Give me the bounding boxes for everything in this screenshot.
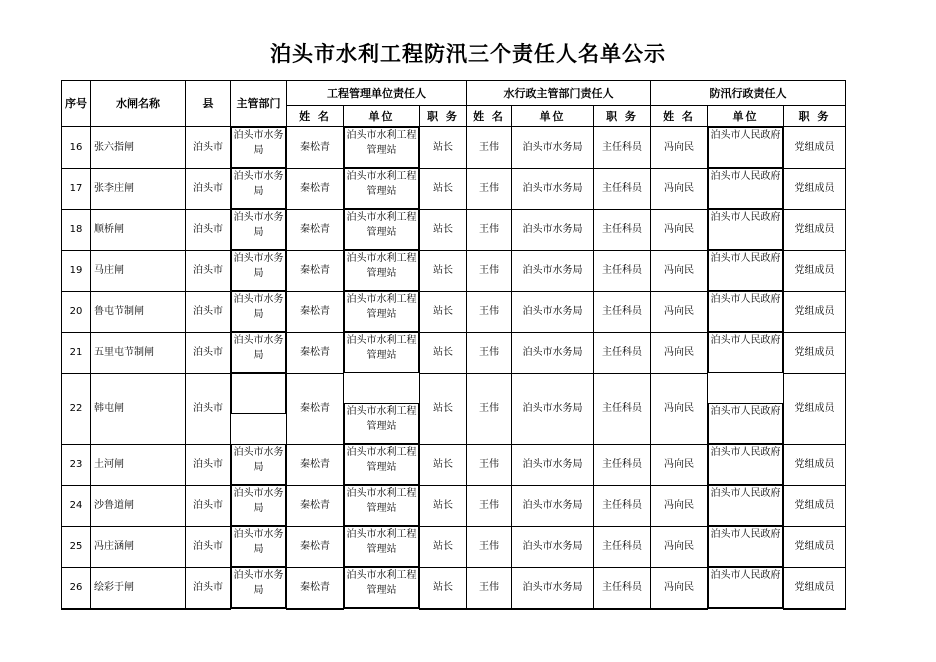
cell-engineering-name: 秦松青 — [287, 127, 344, 169]
cell-engineering-duty: 站长 — [420, 567, 467, 609]
cell-flood-admin-duty: 党组成员 — [784, 168, 846, 209]
cell-flood-admin-name: 冯向民 — [651, 250, 708, 291]
cell-water-admin-duty: 主任科员 — [594, 526, 651, 567]
cell-seq: 22 — [62, 373, 91, 444]
cell-flood-admin-unit: 泊头市人民政府 — [708, 444, 783, 485]
cell-water-admin-name: 王伟 — [467, 332, 512, 373]
cell-dept: 泊头市水务局 — [231, 526, 286, 567]
header-group-flood-admin: 防汛行政责任人 — [651, 81, 846, 106]
cell-engineering-unit: 泊头市水利工程管理站 — [344, 168, 419, 209]
cell-seq: 17 — [62, 168, 91, 209]
table-row — [62, 444, 846, 485]
cell-gate-name: 五里屯节制闸 — [91, 332, 186, 373]
header-gate-name: 水闸名称 — [91, 81, 186, 127]
cell-flood-admin-unit: 泊头市人民政府 — [708, 403, 783, 444]
cell-engineering-duty: 站长 — [420, 444, 467, 485]
cell-water-admin-duty: 主任科员 — [594, 332, 651, 373]
cell-engineering-name: 秦松青 — [287, 485, 344, 526]
cell-water-admin-duty: 主任科员 — [594, 444, 651, 485]
cell-county: 泊头市 — [186, 444, 231, 485]
header-name: 姓 名 — [287, 106, 344, 127]
cell-water-admin-unit: 泊头市水务局 — [512, 526, 594, 567]
table-body — [62, 127, 846, 610]
cell-water-admin-name: 王伟 — [467, 168, 512, 209]
cell-flood-admin-unit: 泊头市人民政府 — [708, 567, 783, 609]
header-county: 县 — [186, 81, 231, 127]
header-duty: 职 务 — [594, 106, 651, 127]
header-unit: 单位 — [344, 106, 420, 127]
cell-water-admin-unit: 泊头市水务局 — [512, 444, 594, 485]
cell-flood-admin-unit: 泊头市人民政府 — [708, 332, 783, 373]
cell-seq: 19 — [62, 250, 91, 291]
cell-engineering-unit: 泊头市水利工程管理站 — [344, 444, 419, 485]
cell-engineering-name: 秦松青 — [287, 168, 344, 209]
cell-water-admin-duty: 主任科员 — [594, 209, 651, 250]
cell-dept: 泊头市水务局 — [231, 127, 286, 168]
cell-engineering-name: 秦松青 — [287, 526, 344, 567]
cell-flood-admin-unit: 泊头市人民政府 — [708, 485, 783, 526]
cell-gate-name: 顺桥闸 — [91, 209, 186, 250]
table-row — [62, 567, 846, 609]
header-name: 姓 名 — [467, 106, 512, 127]
header-group-water-admin: 水行政主管部门责任人 — [467, 81, 651, 106]
cell-engineering-duty: 站长 — [420, 332, 467, 373]
cell-engineering-unit: 泊头市水利工程管理站 — [344, 567, 419, 609]
cell-water-admin-name: 王伟 — [467, 209, 512, 250]
cell-water-admin-duty: 主任科员 — [594, 168, 651, 209]
cell-engineering-duty: 站长 — [420, 291, 467, 332]
cell-water-admin-duty: 主任科员 — [594, 127, 651, 169]
header-name: 姓 名 — [651, 106, 708, 127]
cell-dept: 泊头市水务局 — [231, 291, 286, 332]
cell-engineering-unit: 泊头市水利工程管理站 — [344, 485, 419, 526]
cell-engineering-duty: 站长 — [420, 209, 467, 250]
cell-county: 泊头市 — [186, 168, 231, 209]
cell-dept: 泊头市水务局 — [231, 209, 286, 250]
table-row — [62, 209, 846, 250]
cell-water-admin-name: 王伟 — [467, 250, 512, 291]
cell-water-admin-duty: 主任科员 — [594, 291, 651, 332]
cell-county: 泊头市 — [186, 250, 231, 291]
table-row — [62, 485, 846, 526]
cell-flood-admin-name: 冯向民 — [651, 526, 708, 567]
cell-county: 泊头市 — [186, 526, 231, 567]
cell-gate-name: 土河闸 — [91, 444, 186, 485]
cell-water-admin-name: 王伟 — [467, 127, 512, 169]
cell-engineering-unit: 泊头市水利工程管理站 — [344, 332, 419, 373]
cell-engineering-unit: 泊头市水利工程管理站 — [344, 291, 419, 332]
cell-flood-admin-name: 冯向民 — [651, 567, 708, 609]
cell-seq: 16 — [62, 127, 91, 169]
cell-dept — [231, 373, 286, 414]
cell-engineering-duty: 站长 — [420, 168, 467, 209]
cell-water-admin-duty: 主任科员 — [594, 567, 651, 609]
cell-dept: 泊头市水务局 — [231, 567, 286, 609]
cell-dept: 泊头市水务局 — [231, 250, 286, 291]
cell-seq: 23 — [62, 444, 91, 485]
cell-seq: 21 — [62, 332, 91, 373]
cell-flood-admin-name: 冯向民 — [651, 209, 708, 250]
cell-water-admin-name: 王伟 — [467, 373, 512, 444]
cell-water-admin-unit: 泊头市水务局 — [512, 168, 594, 209]
table-row — [62, 332, 846, 373]
cell-engineering-duty: 站长 — [420, 127, 467, 169]
cell-gate-name: 鲁屯节制闸 — [91, 291, 186, 332]
cell-engineering-name: 秦松青 — [287, 444, 344, 485]
cell-flood-admin-name: 冯向民 — [651, 332, 708, 373]
cell-engineering-unit: 泊头市水利工程管理站 — [344, 209, 419, 250]
cell-county: 泊头市 — [186, 373, 231, 444]
table-row — [62, 250, 846, 291]
responsibility-table — [61, 80, 846, 610]
cell-flood-admin-unit: 泊头市人民政府 — [708, 250, 783, 291]
cell-flood-admin-duty: 党组成员 — [784, 250, 846, 291]
cell-engineering-duty: 站长 — [420, 250, 467, 291]
table-row — [62, 373, 846, 444]
cell-flood-admin-duty: 党组成员 — [784, 332, 846, 373]
header-unit: 单位 — [708, 106, 784, 127]
cell-water-admin-unit: 泊头市水务局 — [512, 250, 594, 291]
cell-engineering-unit: 泊头市水利工程管理站 — [344, 250, 419, 291]
cell-engineering-duty: 站长 — [420, 485, 467, 526]
cell-flood-admin-duty: 党组成员 — [784, 373, 846, 444]
cell-seq: 26 — [62, 567, 91, 609]
cell-water-admin-unit: 泊头市水务局 — [512, 209, 594, 250]
header-duty: 职 务 — [784, 106, 846, 127]
cell-flood-admin-name: 冯向民 — [651, 127, 708, 169]
cell-flood-admin-unit: 泊头市人民政府 — [708, 209, 783, 250]
cell-water-admin-unit: 泊头市水务局 — [512, 127, 594, 169]
cell-water-admin-name: 王伟 — [467, 526, 512, 567]
cell-water-admin-duty: 主任科员 — [594, 250, 651, 291]
cell-flood-admin-name: 冯向民 — [651, 485, 708, 526]
cell-dept: 泊头市水务局 — [231, 168, 286, 209]
cell-water-admin-unit: 泊头市水务局 — [512, 373, 594, 444]
cell-flood-admin-duty: 党组成员 — [784, 444, 846, 485]
cell-gate-name: 冯庄涵闸 — [91, 526, 186, 567]
cell-flood-admin-duty: 党组成员 — [784, 485, 846, 526]
cell-seq: 18 — [62, 209, 91, 250]
header-dept: 主管部门 — [231, 81, 287, 127]
cell-water-admin-unit: 泊头市水务局 — [512, 332, 594, 373]
cell-county: 泊头市 — [186, 291, 231, 332]
cell-flood-admin-name: 冯向民 — [651, 291, 708, 332]
cell-engineering-unit: 泊头市水利工程管理站 — [344, 127, 419, 168]
cell-water-admin-name: 王伟 — [467, 567, 512, 609]
cell-flood-admin-name: 冯向民 — [651, 373, 708, 444]
cell-engineering-name: 秦松青 — [287, 209, 344, 250]
cell-gate-name: 张六指闸 — [91, 127, 186, 169]
cell-water-admin-duty: 主任科员 — [594, 373, 651, 444]
cell-flood-admin-unit: 泊头市人民政府 — [708, 168, 783, 209]
cell-water-admin-duty: 主任科员 — [594, 485, 651, 526]
cell-flood-admin-duty: 党组成员 — [784, 209, 846, 250]
cell-county: 泊头市 — [186, 209, 231, 250]
cell-engineering-name: 秦松青 — [287, 250, 344, 291]
cell-seq: 20 — [62, 291, 91, 332]
cell-flood-admin-duty: 党组成员 — [784, 567, 846, 609]
cell-water-admin-name: 王伟 — [467, 291, 512, 332]
cell-gate-name: 韩屯闸 — [91, 373, 186, 444]
cell-dept: 泊头市水务局 — [231, 485, 286, 526]
cell-engineering-name: 秦松青 — [287, 291, 344, 332]
cell-seq: 24 — [62, 485, 91, 526]
table-row — [62, 526, 846, 567]
header-seq: 序号 — [62, 81, 91, 127]
cell-flood-admin-duty: 党组成员 — [784, 526, 846, 567]
table-row — [62, 168, 846, 209]
table-row — [62, 127, 846, 169]
cell-county: 泊头市 — [186, 332, 231, 373]
cell-county: 泊头市 — [186, 485, 231, 526]
cell-water-admin-name: 王伟 — [467, 444, 512, 485]
cell-engineering-name: 秦松青 — [287, 373, 344, 444]
cell-flood-admin-unit: 泊头市人民政府 — [708, 127, 783, 168]
page-title: 泊头市水利工程防汛三个责任人名单公示 — [270, 41, 666, 66]
header-group-engineering: 工程管理单位责任人 — [287, 81, 467, 106]
cell-county: 泊头市 — [186, 127, 231, 169]
cell-flood-admin-duty: 党组成员 — [784, 291, 846, 332]
cell-flood-admin-name: 冯向民 — [651, 168, 708, 209]
cell-flood-admin-duty: 党组成员 — [784, 127, 846, 169]
cell-flood-admin-name: 冯向民 — [651, 444, 708, 485]
cell-gate-name: 沙鲁道闸 — [91, 485, 186, 526]
cell-gate-name: 绘彩于闸 — [91, 567, 186, 609]
table-header — [62, 81, 846, 127]
cell-dept: 泊头市水务局 — [231, 332, 286, 373]
cell-engineering-duty: 站长 — [420, 526, 467, 567]
cell-water-admin-name: 王伟 — [467, 485, 512, 526]
cell-engineering-unit: 泊头市水利工程管理站 — [344, 403, 419, 444]
cell-gate-name: 张李庄闸 — [91, 168, 186, 209]
table-row — [62, 291, 846, 332]
cell-gate-name: 马庄闸 — [91, 250, 186, 291]
cell-dept: 泊头市水务局 — [231, 444, 286, 485]
cell-engineering-duty: 站长 — [420, 373, 467, 444]
cell-water-admin-unit: 泊头市水务局 — [512, 485, 594, 526]
cell-engineering-name: 秦松青 — [287, 332, 344, 373]
cell-engineering-name: 秦松青 — [287, 567, 344, 609]
cell-water-admin-unit: 泊头市水务局 — [512, 291, 594, 332]
cell-water-admin-unit: 泊头市水务局 — [512, 567, 594, 609]
cell-flood-admin-unit: 泊头市人民政府 — [708, 526, 783, 567]
header-unit: 单位 — [512, 106, 594, 127]
header-duty: 职 务 — [420, 106, 467, 127]
cell-flood-admin-unit: 泊头市人民政府 — [708, 291, 783, 332]
cell-county: 泊头市 — [186, 567, 231, 609]
cell-seq: 25 — [62, 526, 91, 567]
cell-engineering-unit: 泊头市水利工程管理站 — [344, 526, 419, 567]
